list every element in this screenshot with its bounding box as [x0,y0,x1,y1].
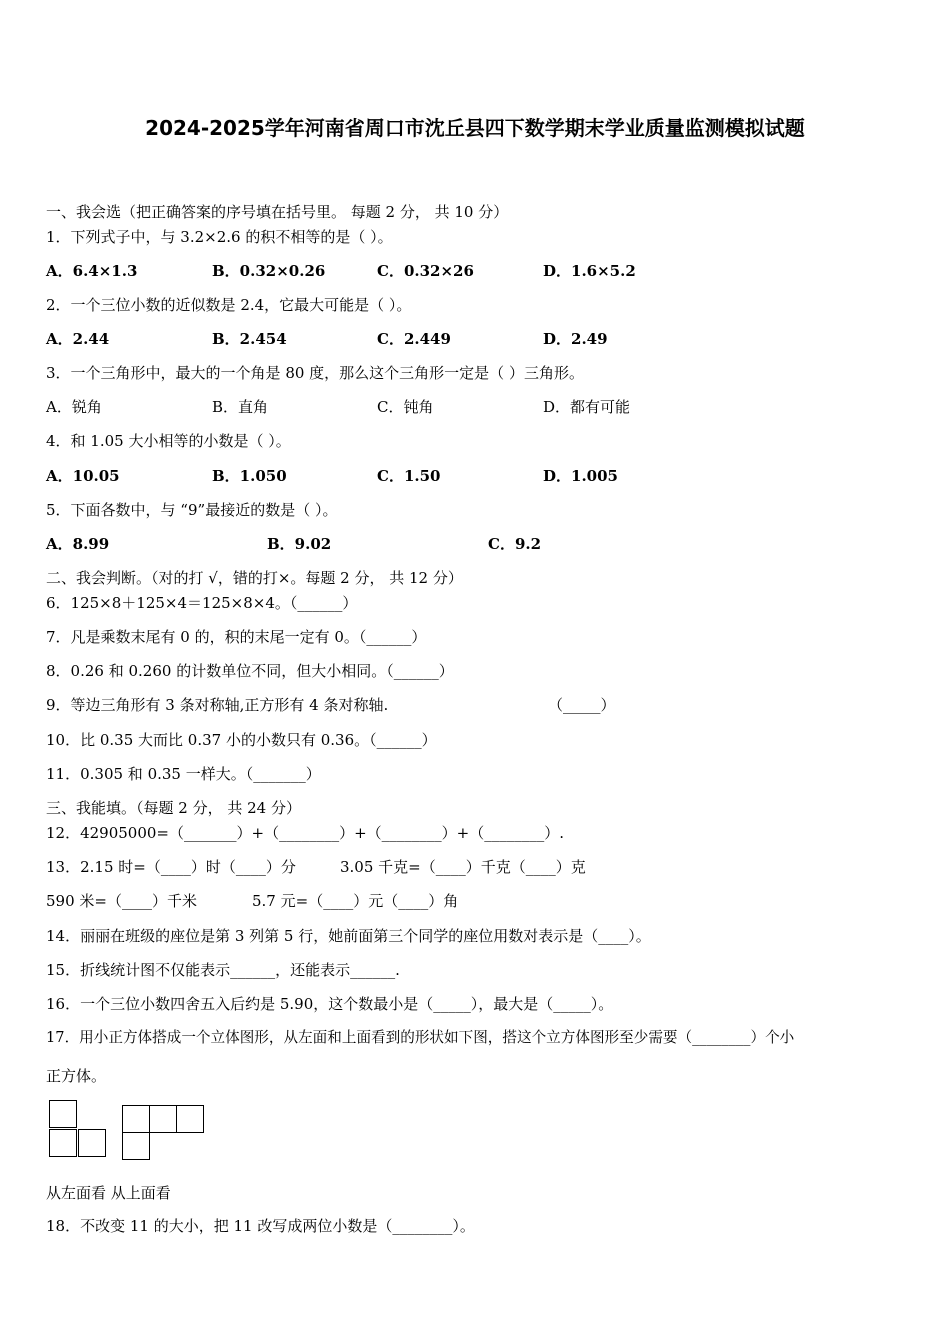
section2-heading: 二、我会判断。（对的打 √，错的打×。每题 2 分， 共 12 分） [46,569,463,587]
question-11: 11．0.305 和 0.35 一样大。（_______） [46,765,321,783]
question-13-part3: 590 米=（____）千米 [46,892,197,910]
question-2: 2．一个三位小数的近似数是 2.4，它最大可能是（ ）。 [46,296,412,314]
left-view-cell [49,1129,77,1157]
question-7: 7．凡是乘数末尾有 0 的，积的末尾一定有 0。（______） [46,628,427,646]
q2-option-c: C．2.449 [377,330,451,348]
question-17-line1: 17．用小正方体搭成一个立体图形，从左面和上面看到的形状如下图，搭这个立方体图形至少需要（________）个小 [46,1029,795,1046]
q1-option-b: B．0.32×0.26 [212,262,326,280]
top-view-cell [176,1105,204,1133]
left-view-cell [78,1129,106,1157]
q5-option-b: B．9.02 [267,535,332,553]
section1-heading: 一、我会选（把正确答案的序号填在括号里。 每题 2 分， 共 10 分） [46,203,509,221]
q4-option-a: A．10.05 [46,467,120,485]
page-title: 2024-2025学年河南省周口市沈丘县四下数学期末学业质量监测模拟试题 [145,116,805,140]
question-6: 6．125×8＋125×4＝125×8×4。（______） [46,594,358,612]
q4-option-c: C．1.50 [377,467,441,485]
q1-option-a: A．6.4×1.3 [46,262,138,280]
q3-option-c: C．钝角 [377,398,434,416]
question-5: 5．下面各数中，与 “9”最接近的数是（ ）。 [46,501,338,519]
question-9-blank: （_____） [548,696,616,714]
q2-option-a: A．2.44 [46,330,110,348]
top-view-cell [122,1132,150,1160]
question-12: 12．42905000=（_______）+（________）+（________）+（________）. [46,824,564,842]
question-1: 1．下列式子中，与 3.2×2.6 的积不相等的是（ ）。 [46,228,393,246]
question-16: 16．一个三位小数四舍五入后约是 5.90，这个数最小是（_____），最大是（_____）。 [46,995,614,1013]
top-view-cell [149,1105,177,1133]
q1-option-c: C．0.32×26 [377,262,474,280]
q4-option-b: B．1.050 [212,467,287,485]
q5-option-a: A．8.99 [46,535,110,553]
question-4: 4．和 1.05 大小相等的小数是（ ）。 [46,432,291,450]
question-8: 8．0.26 和 0.260 的计数单位不同，但大小相同。（______） [46,662,454,680]
left-view-cell [49,1100,77,1128]
q1-option-d: D．1.6×5.2 [543,262,636,280]
top-view-cell [122,1105,150,1133]
left-view-figure [49,1100,111,1162]
question-14: 14．丽丽在班级的座位是第 3 列第 5 行，她前面第三个同学的座位用数对表示是（____）。 [46,927,651,945]
question-3: 3．一个三角形中，最大的一个角是 80 度，那么这个三角形一定是（ ）三角形。 [46,364,584,382]
question-10: 10．比 0.35 大而比 0.37 小的小数只有 0.36。（______） [46,731,437,749]
question-13-part1: 13．2.15 时=（____）时（____）分 [46,858,296,876]
q3-option-b: B．直角 [212,398,269,416]
question-18: 18．不改变 11 的大小，把 11 改写成两位小数是（________）。 [46,1217,475,1235]
q3-option-a: A．锐角 [46,398,102,416]
q5-option-c: C．9.2 [488,535,542,553]
q2-option-b: B．2.454 [212,330,287,348]
top-view-figure [122,1105,208,1163]
section3-heading: 三、我能填。（每题 2 分， 共 24 分） [46,799,301,817]
q4-option-d: D．1.005 [543,467,618,485]
question-15: 15．折线统计图不仅能表示______，还能表示______. [46,961,400,979]
question-9: 9．等边三角形有 3 条对称轴,正方形有 4 条对称轴. [46,696,389,714]
q2-option-d: D．2.49 [543,330,608,348]
figure-caption: 从左面看 从上面看 [46,1184,171,1202]
question-17-line2: 正方体。 [46,1067,107,1085]
question-13-part2: 3.05 千克=（____）千克（____）克 [340,858,586,876]
question-13-part4: 5.7 元=（____）元（____）角 [252,892,459,910]
q3-option-d: D．都有可能 [543,398,631,416]
